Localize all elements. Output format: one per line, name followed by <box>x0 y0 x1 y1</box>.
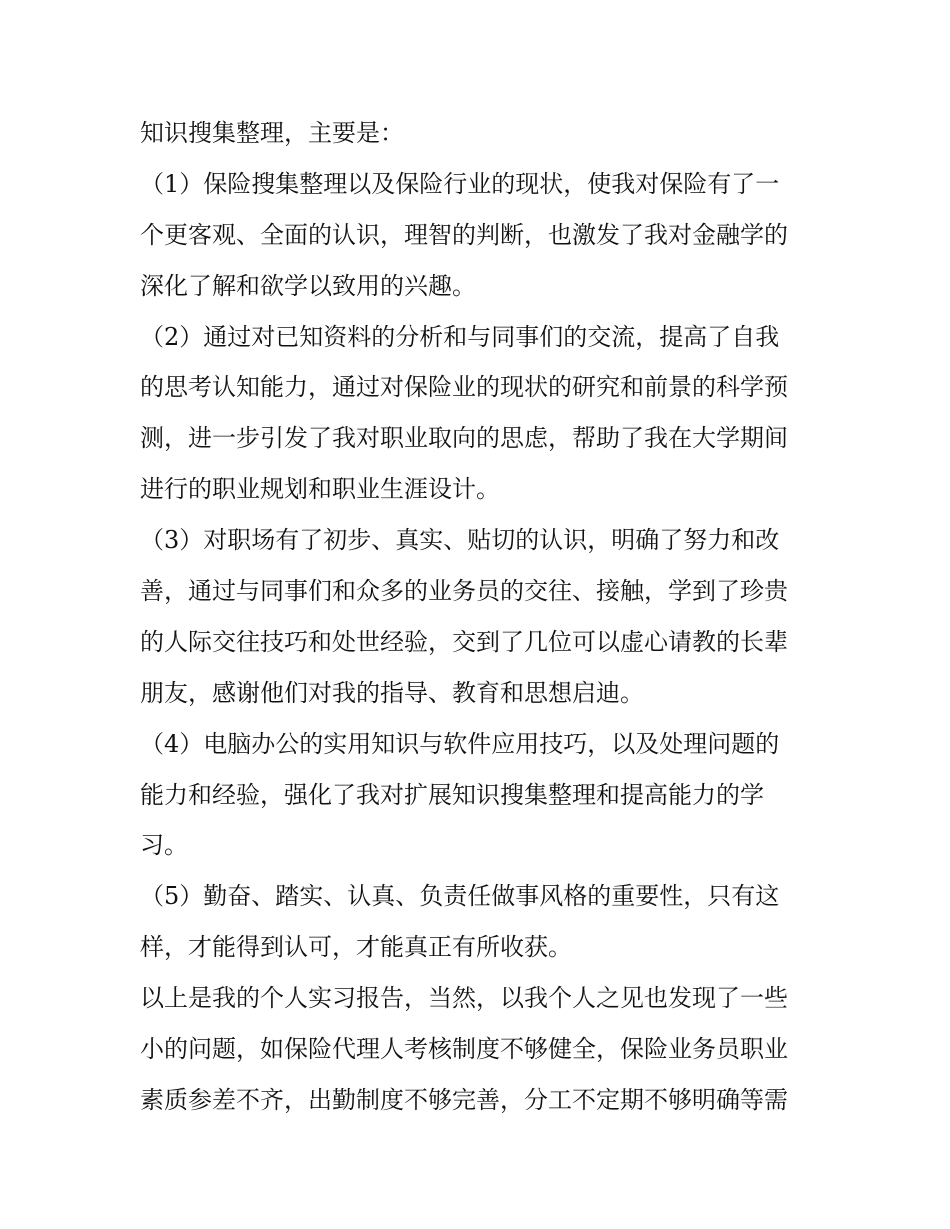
text-line: 深化了解和欲学以致用的兴趣。 <box>140 271 476 300</box>
text-line: 朋友，感谢他们对我的指导、教育和思想启迪。 <box>140 678 644 707</box>
text-line: 习。 <box>140 831 188 860</box>
text-line: 善，通过与同事们和众多的业务员的交往、接触，学到了珍贵 <box>140 577 788 606</box>
text-line: 的人际交往技巧和处世经验，交到了几位可以虚心请教的长辈 <box>140 627 788 656</box>
text-line: 个更客观、全面的认识，理智的判断，也激发了我对金融学的 <box>140 220 788 249</box>
document-page <box>140 108 820 1126</box>
text-line-item-5: （5）勤奋、踏实、认真、负责任做事风格的重要性，只有这 <box>140 882 780 911</box>
text-line-item-2: （2）通过对已知资料的分析和与同事们的交流，提高了自我 <box>140 322 780 351</box>
text-line-item-3: （3）对职场有了初步、真实、贴切的认识，明确了努力和改 <box>140 526 780 555</box>
text-line: 素质参差不齐，出勤制度不够完善，分工不定期不够明确等需 <box>140 1085 788 1114</box>
text-line-intro: 知识搜集整理，主要是： <box>140 119 404 147</box>
text-line: 的思考认知能力，通过对保险业的现状的研究和前景的科学预 <box>140 373 788 402</box>
text-line: 样，才能得到认可，才能真正有所收获。 <box>140 933 572 962</box>
text-line-item-1: （1）保险搜集整理以及保险行业的现状，使我对保险有了一 <box>140 169 780 198</box>
text-line: 测，进一步引发了我对职业取向的思虑，帮助了我在大学期间 <box>140 424 788 453</box>
text-line: 进行的职业规划和职业生涯设计。 <box>140 475 500 504</box>
text-line: 能力和经验，强化了我对扩展知识搜集整理和提高能力的学 <box>140 780 764 809</box>
text-line: 小的问题，如保险代理人考核制度不够健全，保险业务员职业 <box>140 1035 788 1064</box>
text-line-conclusion: 以上是我的个人实习报告，当然，以我个人之见也发现了一些 <box>140 984 788 1013</box>
text-line-item-4: （4）电脑办公的实用知识与软件应用技巧，以及处理问题的 <box>140 729 780 758</box>
